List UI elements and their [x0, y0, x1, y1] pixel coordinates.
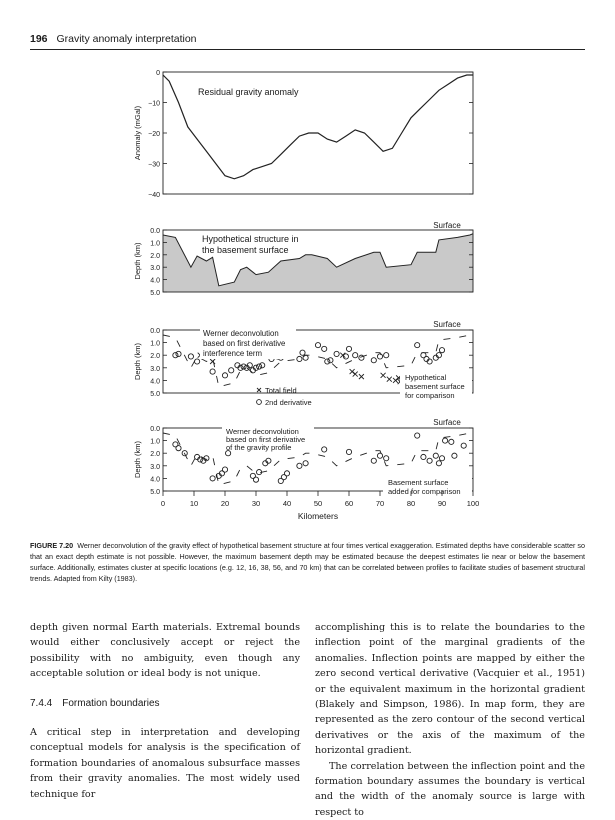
data-point-o [257, 364, 262, 369]
y-tick-label: 0.0 [150, 426, 160, 433]
y-tick-label: −10 [148, 100, 160, 108]
data-point-o [297, 356, 302, 361]
y-tick-label: 5.0 [150, 489, 160, 496]
data-point-o [222, 467, 227, 472]
comparison-label: for comparison [405, 391, 455, 400]
data-point-o [371, 458, 376, 463]
x-tick-label: 10 [189, 499, 199, 508]
y-tick-label: 0 [156, 70, 160, 77]
data-point-o [210, 476, 215, 481]
legend-label: Total field [265, 386, 297, 395]
data-point-o [188, 354, 193, 359]
data-point-x [381, 373, 386, 378]
werner-panel-title: Werner deconvolution [226, 427, 299, 436]
y-tick-label: 2.0 [150, 451, 160, 459]
body-column-left [30, 620, 300, 802]
data-point-x [359, 374, 364, 379]
data-point-o [300, 350, 305, 355]
data-point-o [439, 348, 444, 353]
x-tick-label: 80 [406, 499, 416, 508]
data-point-o [377, 354, 382, 359]
data-point-o [346, 449, 351, 454]
y-tick-label: 5.0 [150, 290, 160, 297]
werner-panel-title: Werner deconvolution [203, 329, 279, 338]
data-point-o [384, 353, 389, 358]
data-point-o [461, 443, 466, 448]
werner-panel-title: interference term [203, 349, 262, 358]
x-tick-label: 90 [437, 499, 447, 508]
y-axis-label: Depth (km) [133, 242, 142, 280]
data-point-x [353, 372, 358, 377]
data-point-x [210, 359, 215, 364]
data-point-o [452, 453, 457, 458]
legend-o-marker [257, 400, 262, 405]
data-point-o [222, 373, 227, 378]
data-point-o [371, 358, 376, 363]
x-tick-label: 60 [344, 499, 354, 508]
y-tick-label: 1.0 [150, 438, 160, 446]
structure-panel-title: Hypothetical structure in [202, 234, 299, 244]
data-point-o [253, 477, 258, 482]
data-point-o [176, 446, 181, 451]
gravity-panel-title: Residual gravity anomaly [198, 87, 299, 97]
surface-label: Surface [433, 320, 461, 329]
data-point-x [387, 377, 392, 382]
section-title: Formation boundaries [62, 697, 160, 709]
surface-label: Surface [433, 418, 461, 427]
paragraph: A critical step in interpretation and developing conceptual models for analysis is the specification of formation boundaries of anomalous subsurface masses from their gravity anomalies. The most widely used technique for [30, 727, 300, 800]
data-point-o [415, 433, 420, 438]
data-point-o [322, 447, 327, 452]
data-point-o [260, 363, 265, 368]
data-point-o [297, 463, 302, 468]
y-axis-label: Depth (km) [133, 440, 142, 479]
data-point-o [325, 359, 330, 364]
data-point-o [195, 359, 200, 364]
data-point-o [353, 353, 358, 358]
comparison-label: Hypothetical [405, 373, 447, 382]
comparison-label: basement surface [405, 382, 465, 391]
data-point-o [176, 351, 181, 356]
y-tick-label: −40 [148, 192, 160, 199]
data-point-o [173, 353, 178, 358]
y-tick-label: 1.0 [150, 240, 160, 248]
data-point-o [415, 343, 420, 348]
section-heading [30, 696, 300, 711]
data-point-o [315, 343, 320, 348]
y-axis-label: Anomaly (mGal) [133, 105, 142, 161]
data-point-o [229, 368, 234, 373]
y-tick-label: 0.0 [150, 328, 160, 335]
werner-panel-title: based on first derivative [226, 435, 306, 444]
y-axis-label: Depth (km) [133, 342, 142, 381]
x-tick-label: 70 [375, 499, 385, 508]
legend-label: 2nd derivative [265, 398, 312, 407]
caption-text: Werner deconvolution of the gravity effect of hypothetical basement structure at four times vertical exaggeration. Estimated depths have considerable scatter so that an exact depth estimate is not possible. However, the maximum basement depth may be estimated because the deepest estimates lie near or below the basement surface. Additionally, estimates cluster at specific locations (e.g. 12, 16, 38, 56, and 70 km) that can be correlated between profiles to facilitate studies of basement structural trends. Adapted from Kilty (1983). [30, 541, 585, 583]
y-tick-label: 0.0 [150, 228, 160, 235]
data-point-o [433, 453, 438, 458]
x-tick-label: 100 [466, 499, 480, 508]
data-point-o [377, 453, 382, 458]
werner-panel-title: of the gravity profile [226, 443, 292, 452]
x-tick-label: 40 [282, 499, 292, 508]
y-tick-label: 2.0 [150, 252, 160, 260]
figure-caption [30, 540, 585, 584]
page-number: 196 [30, 33, 48, 45]
body-column-right [315, 620, 585, 820]
data-point-o [284, 471, 289, 476]
data-point-o [210, 369, 215, 374]
data-point-o [443, 438, 448, 443]
y-tick-label: 4.0 [150, 277, 160, 285]
data-point-o [449, 439, 454, 444]
running-title: Gravity anomaly interpretation [56, 33, 197, 45]
paragraph: The correlation between the inflection point and the formation boundary assumes the boundary is vertical and the width of the anomaly source is large with respect to [315, 760, 585, 818]
structure-panel-title: the basement surface [202, 245, 289, 255]
y-tick-label: 4.0 [150, 476, 160, 484]
data-point-o [359, 355, 364, 360]
y-tick-label: 2.0 [150, 353, 160, 361]
section-number: 7.4.4 [30, 697, 53, 709]
x-axis-label: Kilometers [297, 511, 339, 521]
x-tick-label: 20 [220, 499, 230, 508]
data-point-o [303, 461, 308, 466]
x-tick-label: 50 [313, 499, 323, 508]
data-point-o [241, 364, 246, 369]
data-point-o [346, 346, 351, 351]
data-point-o [439, 456, 444, 461]
comparison-label: added for comparison [388, 487, 461, 496]
x-tick-label: 30 [251, 499, 261, 508]
y-tick-label: 5.0 [150, 391, 160, 398]
data-point-o [322, 346, 327, 351]
data-point-o [436, 461, 441, 466]
data-point-o [303, 355, 308, 360]
paragraph: depth given normal Earth materials. Extremal bounds would either conclusively accept or reject the possibility with no ambiguity, even though any acceptable solution or ideal body is not unique. [30, 622, 300, 680]
data-point-o [421, 454, 426, 459]
y-tick-label: 3.0 [150, 265, 160, 273]
data-point-o [334, 351, 339, 356]
y-tick-label: −20 [148, 131, 160, 138]
data-point-x [340, 353, 345, 358]
legend-x-marker [257, 388, 261, 392]
data-point-o [384, 456, 389, 461]
x-tick-label: 0 [160, 499, 166, 508]
y-tick-label: 3.0 [150, 365, 160, 373]
werner-panel-title: based on first derivative [203, 339, 286, 348]
paragraph: accomplishing this is to relate the boundaries to the inflection point of the marginal gradients of the anomalies. Inflection points are mapped by either the zero second vertical derivative (Vacquier et al., 1951) or the equivalent maximum in the horizontal gradient (Blakely and Simpson, 1986). In map form, they are represented as the zero contour of the second vertical derivatives or the axis of the maximum of the horizontal gradient. [315, 622, 585, 757]
y-tick-label: −30 [148, 161, 160, 169]
surface-label: Surface [433, 221, 461, 230]
data-point-o [328, 358, 333, 363]
figure-label: FIGURE 7.20 [30, 541, 74, 550]
data-point-o [427, 458, 432, 463]
y-tick-label: 3.0 [150, 463, 160, 471]
comparison-label: Basement surface [388, 478, 449, 487]
y-tick-label: 1.0 [150, 340, 160, 348]
y-tick-label: 4.0 [150, 378, 160, 386]
